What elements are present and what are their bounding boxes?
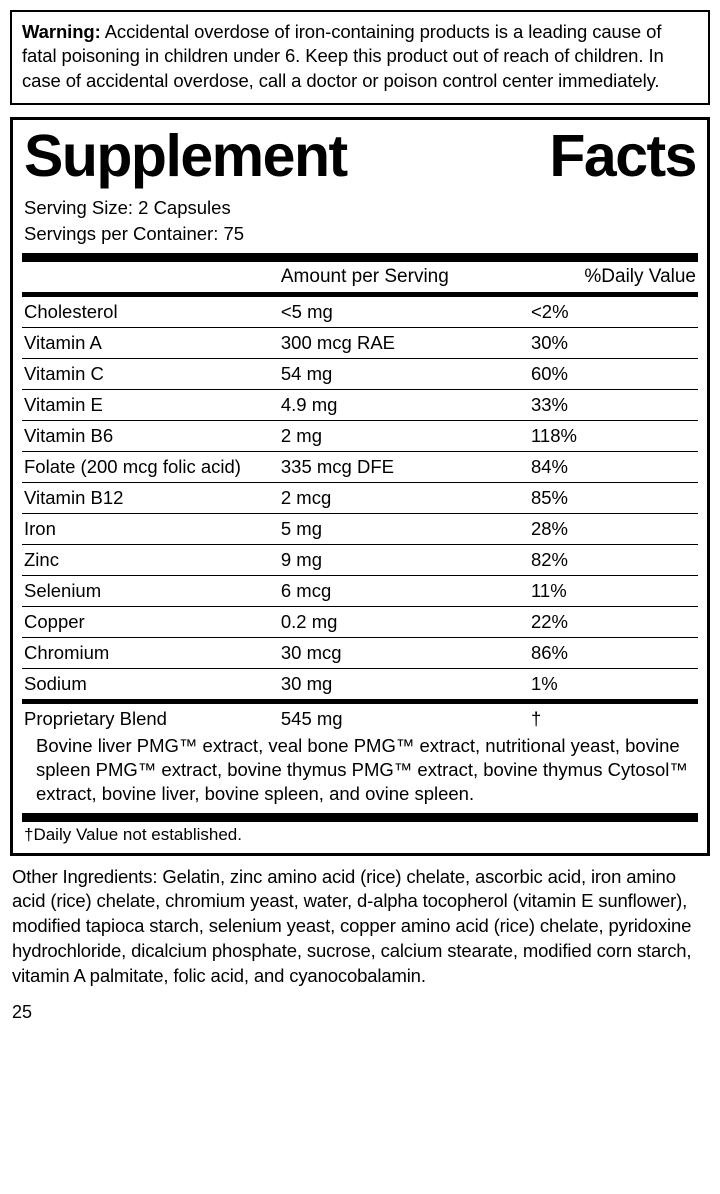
nutrient-amount: 30 mcg — [279, 638, 529, 669]
nutrient-amount: 2 mg — [279, 421, 529, 452]
panel-title-left: Supplement — [24, 123, 347, 190]
table-row — [22, 514, 698, 545]
warning-text — [22, 20, 698, 93]
nutrient-rows — [22, 297, 698, 699]
nutrient-amount: 300 mcg RAE — [279, 328, 529, 359]
blend-dv: † — [530, 708, 542, 730]
nutrition-table — [22, 262, 698, 292]
nutrient-dv: 28% — [529, 514, 698, 545]
rule-below-blend — [22, 813, 698, 822]
table-row — [22, 545, 698, 576]
nutrient-amount: 9 mg — [279, 545, 529, 576]
warning-label: Warning: — [22, 21, 101, 42]
nutrient-dv: 85% — [529, 483, 698, 514]
nutrient-dv: 11% — [529, 576, 698, 607]
nutrient-dv: 86% — [529, 638, 698, 669]
table-row — [22, 390, 698, 421]
table-row — [22, 328, 698, 359]
blend-description: Bovine liver PMG™ extract, veal bone PMG™ extract, nutritional yeast, bovine spleen PMG™ extract, bovine thymus PMG™ extract, bovine thymus Cytosol™ extract, bovine liver, bovine spleen, and ovine spleen. — [36, 735, 688, 805]
rule-thick-top — [22, 253, 698, 262]
nutrient-name: Vitamin B12 — [22, 483, 279, 514]
nutrient-amount: <5 mg — [280, 301, 333, 323]
serving-size: Serving Size: 2 Capsules — [24, 197, 231, 219]
table-row — [22, 607, 698, 638]
table-row — [22, 669, 698, 700]
header-blank — [22, 262, 279, 292]
nutrient-name: Vitamin A — [22, 328, 279, 359]
nutrient-amount: 54 mg — [279, 359, 529, 390]
blend-name: Proprietary Blend — [24, 708, 167, 730]
nutrient-dv: <2% — [530, 301, 569, 323]
proprietary-blend-table — [22, 704, 698, 734]
nutrient-name: Vitamin C — [22, 359, 279, 390]
nutrient-dv: 118% — [529, 421, 698, 452]
warning-box — [10, 10, 710, 105]
nutrient-dv: 84% — [529, 452, 698, 483]
table-row — [22, 638, 698, 669]
blend-amount: 545 mg — [280, 708, 343, 730]
nutrient-name: Folate (200 mcg folic acid) — [22, 452, 279, 483]
header-amount-per-serving: Amount per Serving — [280, 266, 449, 288]
nutrient-dv: 33% — [529, 390, 698, 421]
table-row — [22, 359, 698, 390]
nutrient-dv: 82% — [529, 545, 698, 576]
nutrient-dv: 30% — [529, 328, 698, 359]
panel-title — [22, 124, 698, 188]
table-row — [22, 452, 698, 483]
nutrient-name: Copper — [22, 607, 279, 638]
nutrient-amount: 5 mg — [279, 514, 529, 545]
supplement-facts-panel — [10, 117, 710, 855]
nutrient-dv: 60% — [529, 359, 698, 390]
table-row-blend — [22, 704, 698, 734]
table-row — [22, 576, 698, 607]
warning-body: Accidental overdose of iron-containing products is a leading cause of fatal poisoning in children under 6. Keep this product out of reach of children. In case of accidental overdose, call a doctor or poison control center immediately. — [22, 21, 664, 91]
nutrient-name: Zinc — [22, 545, 279, 576]
table-row — [22, 421, 698, 452]
table-row — [22, 483, 698, 514]
table-header-row — [22, 262, 698, 292]
nutrient-name: Selenium — [22, 576, 279, 607]
nutrient-name: Sodium — [22, 669, 279, 700]
other-ingredients: Other Ingredients: Gelatin, zinc amino acid (rice) chelate, ascorbic acid, iron amino acid (rice) chelate, chromium yeast, water, d-alpha tocopherol (vitamin E sunflower), modified tapioca starch, selenium yeast, copper amino acid (rice) chelate, pyridoxine hydrochloride, dicalcium phosphate, sucrose, calcium stearate, modified corn starch, vitamin A palmitate, folic acid, and cyanocobalamin. — [12, 865, 692, 986]
nutrient-amount: 335 mcg DFE — [279, 452, 529, 483]
nutrient-name: Vitamin B6 — [22, 421, 279, 452]
nutrient-amount: 0.2 mg — [279, 607, 529, 638]
nutrient-amount: 2 mcg — [279, 483, 529, 514]
nutrient-dv: 1% — [529, 669, 698, 700]
nutrient-name: Iron — [22, 514, 279, 545]
servings-per-container: Servings per Container: 75 — [24, 222, 245, 244]
header-daily-value: %Daily Value — [584, 266, 696, 288]
page-number: 25 — [12, 1002, 33, 1023]
nutrient-name: Cholesterol — [24, 301, 118, 323]
panel-title-right: Facts — [549, 123, 696, 190]
daily-value-footnote: †Daily Value not established. — [24, 824, 242, 844]
table-row — [22, 297, 698, 328]
nutrient-amount: 30 mg — [279, 669, 529, 700]
nutrient-amount: 4.9 mg — [279, 390, 529, 421]
nutrient-amount: 6 mcg — [279, 576, 529, 607]
nutrient-name: Vitamin E — [22, 390, 279, 421]
nutrient-dv: 22% — [529, 607, 698, 638]
nutrient-name: Chromium — [22, 638, 279, 669]
